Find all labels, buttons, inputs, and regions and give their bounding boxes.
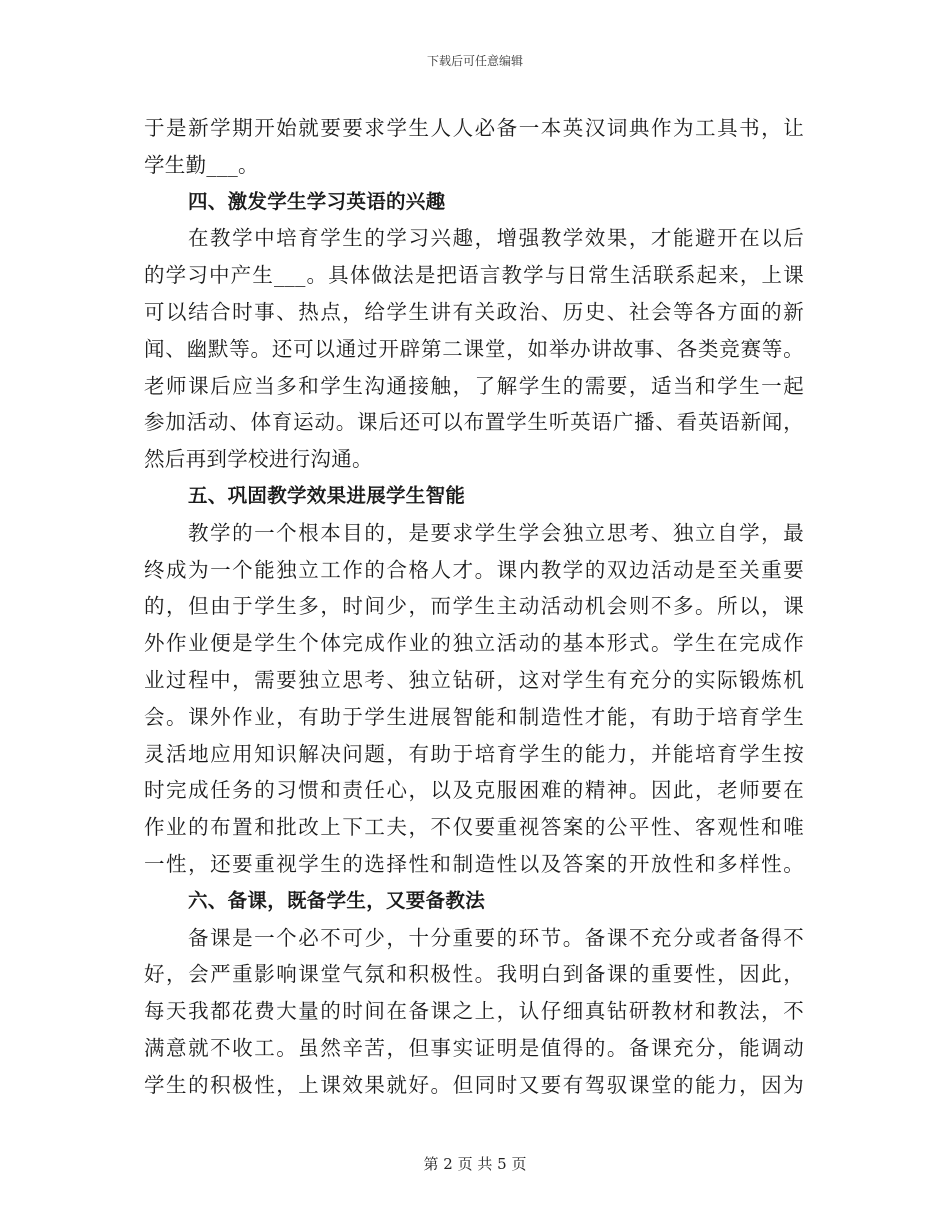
text-line: 在教学中培育学生的学习兴趣，增强教学效果，才能避开在以后 <box>188 226 804 251</box>
page-number: 第 2 页 共 5 页 <box>423 1155 527 1173</box>
text-line: 一性，还要重视学生的选择性和制造性以及答案的开放性和多样性。 <box>144 851 804 876</box>
text-line: 满意就不收工。虽然辛苦，但事实证明是值得的。备课充分，能调动 <box>144 1035 804 1060</box>
text-line: 于是新学期开始就要要求学生人人必备一本英汉词典作为工具书，让 <box>144 116 804 140</box>
text-line: 业过程中，需要独立思考、独立钻研，这对学生有充分的实际锻炼机 <box>144 667 804 692</box>
text-line: 的，但由于学生多，时间少，而学生主动活动机会则不多。所以，课 <box>144 594 804 619</box>
section-heading: 五、巩固教学效果进展学生智能 <box>188 483 466 507</box>
text-line: 灵活地应用知识解决问题，有助于培育学生的能力，并能培育学生按 <box>144 741 804 766</box>
text-line: 会。课外作业，有助于学生进展智能和制造性才能，有助于培育学生 <box>144 704 804 729</box>
text-line: 学生勤___。 <box>144 152 259 177</box>
document-body <box>144 110 804 1104</box>
text-line: 参加活动、体育运动。课后还可以布置学生听英语广播、看英语新闻， <box>144 410 804 435</box>
text-line: 时完成任务的习惯和责任心，以及克服困难的精神。因此，老师要在 <box>144 778 804 803</box>
text-line: 外作业便是学生个体完成作业的独立活动的基本形式。学生在完成作 <box>144 631 804 656</box>
section-heading: 六、备课，既备学生，又要备教法 <box>188 888 486 912</box>
text-line: 老师课后应当多和学生沟通接触，了解学生的需要，适当和学生一起 <box>144 373 804 398</box>
text-line: 教学的一个根本目的，是要求学生学会独立思考、独立自学，最 <box>188 520 804 545</box>
text-line: 作业的布置和批改上下工夫，不仅要重视答案的公平性、客观性和唯 <box>144 815 804 840</box>
text-line: 学生的积极性，上课效果就好。但同时又要有驾驭课堂的能力，因为 <box>144 1072 804 1097</box>
text-line: 好，会严重影响课堂气氛和积极性。我明白到备课的重要性，因此， <box>144 962 804 987</box>
text-line: 每天我都花费大量的时间在备课之上，认仔细真钻研教材和教法，不 <box>144 999 804 1024</box>
text-line: 的学习中产生___。具体做法是把语言教学与日常生活联系起来，上课 <box>144 263 804 288</box>
section-heading: 四、激发学生学习英语的兴趣 <box>188 189 446 213</box>
text-line: 可以结合时事、热点，给学生讲有关政治、历史、社会等各方面的新 <box>144 299 804 324</box>
text-line: 闻、幽默等。还可以通过开辟第二课堂，如举办讲故事、各类竞赛等。 <box>144 336 804 361</box>
text-line: 然后再到学校进行沟通。 <box>144 447 373 472</box>
text-line: 备课是一个必不可少，十分重要的环节。备课不充分或者备得不 <box>188 925 804 950</box>
text-line: 终成为一个能独立工作的合格人才。课内教学的双边活动是至关重要 <box>144 557 804 582</box>
page-header: 下载后可任意编辑 <box>426 54 523 68</box>
